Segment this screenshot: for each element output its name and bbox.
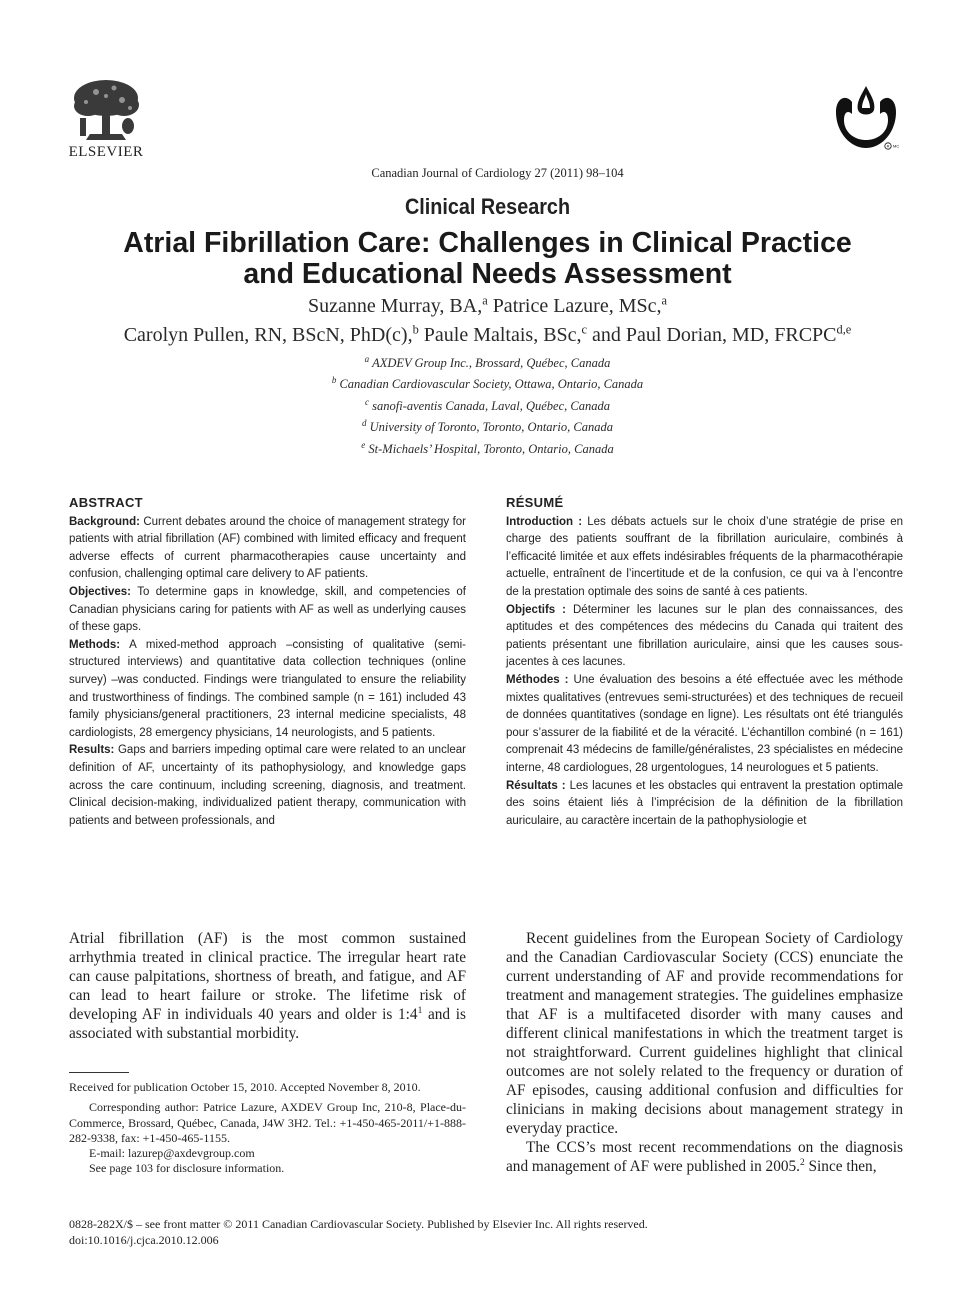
footnote-divider xyxy=(69,1072,129,1073)
email-line: E-mail: lazurep@axdevgroup.com xyxy=(89,1146,255,1161)
corresponding-author: Corresponding author: Patrice Lazure, AXDEV Group Inc, 210-8, Place-du-Commerce, Brossard, Québec, Canada, J4W 3H2. Tel.: +1-450-465-2011/+1-888-282-9338, fax: +1-450-465-1155. xyxy=(69,1100,466,1145)
abstract-results: Results: Gaps and barriers impeding optimal care were related to an unclear definition of AF, uncertainty of its pathophysiology, and knowledge gaps across the care continuum, including screening, diagnosis, and treatment. Clinical decision-making, individualized patient therapy, communication with patients and between professionals, and xyxy=(69,744,466,827)
svg-text:MC: MC xyxy=(893,143,900,149)
publisher-name: ELSEVIER xyxy=(68,144,144,160)
copyright-line: 0828-282X/$ – see front matter © 2011 Canadian Cardiovascular Society. Published by Elsevier Inc. All rights reserved. xyxy=(69,1217,648,1231)
page-footer xyxy=(69,1216,909,1248)
abstract-methods: Methods: A mixed-method approach –consisting of qualitative (semi-structured interviews) and quantitative data collection techniques (online survey) –was conducted. Findings were triangulated to ensure the reliability and trustworthiness of findings. The combined sample (n = 161) included 43 family physicians/general practitioners, 23 internal medicine specialists, 48 cardiologists, 28 emergency physicians, 14 neurologists, and 5 patients. xyxy=(69,638,467,739)
abstract-objectives: Objectives: To determine gaps in knowledge, skill, and competencies of Canadian physicians caring for patients with AF as well as underlying causes of these gaps. xyxy=(69,585,466,634)
author-line-2: Carolyn Pullen, RN, BScN, PhD(c),$^b$ Paule Maltais, BSc,$^c$ and Paul Dorian, MD, FRCPC$^{d,e}$ xyxy=(123,322,852,346)
affiliation-a: $^a$ AXDEV Group Inc., Brossard, Québec, Canada xyxy=(364,353,611,370)
affiliation-c: $^c$ sanofi-aventis Canada, Laval, Québec, Canada xyxy=(365,396,610,413)
footnotes xyxy=(69,1080,466,1177)
article-title xyxy=(60,228,915,290)
body-paragraph: The CCS’s most recent recommendations on the diagnosis and management of AF were published in 2005.$^2$ Since then, xyxy=(506,1139,903,1175)
journal-citation: Canadian Journal of Cardiology 27 (2011) 98–104 xyxy=(371,166,624,180)
doi-link[interactable]: doi:10.1016/j.cjca.2010.12.006 xyxy=(69,1233,219,1247)
title-line-2: and Educational Needs Assessment xyxy=(243,258,732,290)
body-paragraph: Atrial fibrillation (AF) is the most common sustained arrhythmia treated in clinical practice. The irregular heart rate can cause palpitations, shortness of breath, and fatigue, and AF can lead to heart failure or stroke. The lifetime risk of developing AF in individuals 40 years and older is $1:4^1$ and is associated with substantial morbidity. xyxy=(69,930,466,1042)
abstract-heading: ABSTRACT xyxy=(69,495,143,510)
resume-introduction: Introduction : Les débats actuels sur le choix d’une stratégie de prise en charge des patients souffrant de la fibrillation auriculaire, combinés à l’efficacité limitée et aux effets indésirables fréquents de la pharmacothérapie actuelle, entraînent de l’incertitude et de la confusion, ce qui va à l’encontre de la prestation optimale des soins de santé à ces patients. xyxy=(506,515,903,598)
abstract-background: Background: Current debates around the choice of management strategy for patients with atrial fibrillation (AF) combined with limited efficacy and frequent adverse effects of current pharmacotherapies cause uncertainty and confusion, challenging optimal care delivery to AF patients. xyxy=(69,515,466,581)
affiliation-d: $^d$ University of Toronto, Toronto, Ontario, Canada xyxy=(362,417,613,434)
ccs-logo xyxy=(828,80,906,156)
body-column-right xyxy=(506,929,903,1176)
disclosure-note: See page 103 for disclosure information. xyxy=(89,1161,285,1176)
abstract-english xyxy=(69,494,466,830)
svg-text:R: R xyxy=(886,143,890,149)
title-line-1: Atrial Fibrillation Care: Challenges in Clinical Practice xyxy=(123,227,852,259)
resume-heading: RÉSUMÉ xyxy=(506,495,564,510)
affiliation-b: $^b$ Canadian Cardiovascular Society, Ottawa, Ontario, Canada xyxy=(331,374,644,391)
affiliation-e: $^e$ St-Michaels’ Hospital, Toronto, Ontario, Canada xyxy=(361,439,614,456)
abstract-french xyxy=(506,494,903,830)
body-paragraph: Recent guidelines from the European Society of Cardiology and the Canadian Cardiovascular Society (CCS) enunciate the current understanding of AF and provide recommendations for treatment and management strategies. The guidelines emphasize that AF is a multifaceted disorder with many causes and different clinical manifestations in which the treatment target is not straightforward. Current guidelines highlight that clinical outcomes are not solely related to the frequency or duration of AF episodes, causing additional confusion and difficulties for clinicians in making decisions about management strategy in everyday practice. xyxy=(506,930,903,1137)
received-date: Received for publication October 15, 2010. Accepted November 8, 2010. xyxy=(69,1080,421,1094)
section-label: Clinical Research xyxy=(404,194,571,219)
author-line-1: Suzanne Murray, BA,$^a$ Patrice Lazure, MSc,$^a$ xyxy=(307,293,668,317)
resume-methodes: Méthodes : Une évaluation des besoins a été effectuée avec les méthode mixtes qualitatives (entrevues semi-structurées) et des techniques de recueil de données quantitatives (sondage en ligne). Les résultats ont été triangulés pour s’assurer de la fiabilité et de la véracité. L’échantillon combiné (n = 161) comprenait 43 médecins de famille/généralistes, 23 spécialistes en médecine interne, 48 cardiologues, 28 urgentologues, 14 neurologues et 5 patients. xyxy=(506,673,903,774)
resume-resultats: Résultats : Les lacunes et les obstacles qui entravent la prestation optimale des soins étaient liés à l’imprécision de la définition de la fibrillation auriculaire, au caractère incertain de la pathophysiologie et xyxy=(506,779,903,827)
resume-objectifs: Objectifs : Déterminer les lacunes sur le plan des connaissances, des aptitudes et des compétences des médecins du Canada qui traitent des patients présentant une fibrillation auriculaire, ainsi que les causes sous-jacentes à ces lacunes. xyxy=(506,603,903,669)
body-column-left xyxy=(69,929,466,1043)
email-link[interactable]: lazurep@axdevgroup.com xyxy=(128,1146,255,1161)
